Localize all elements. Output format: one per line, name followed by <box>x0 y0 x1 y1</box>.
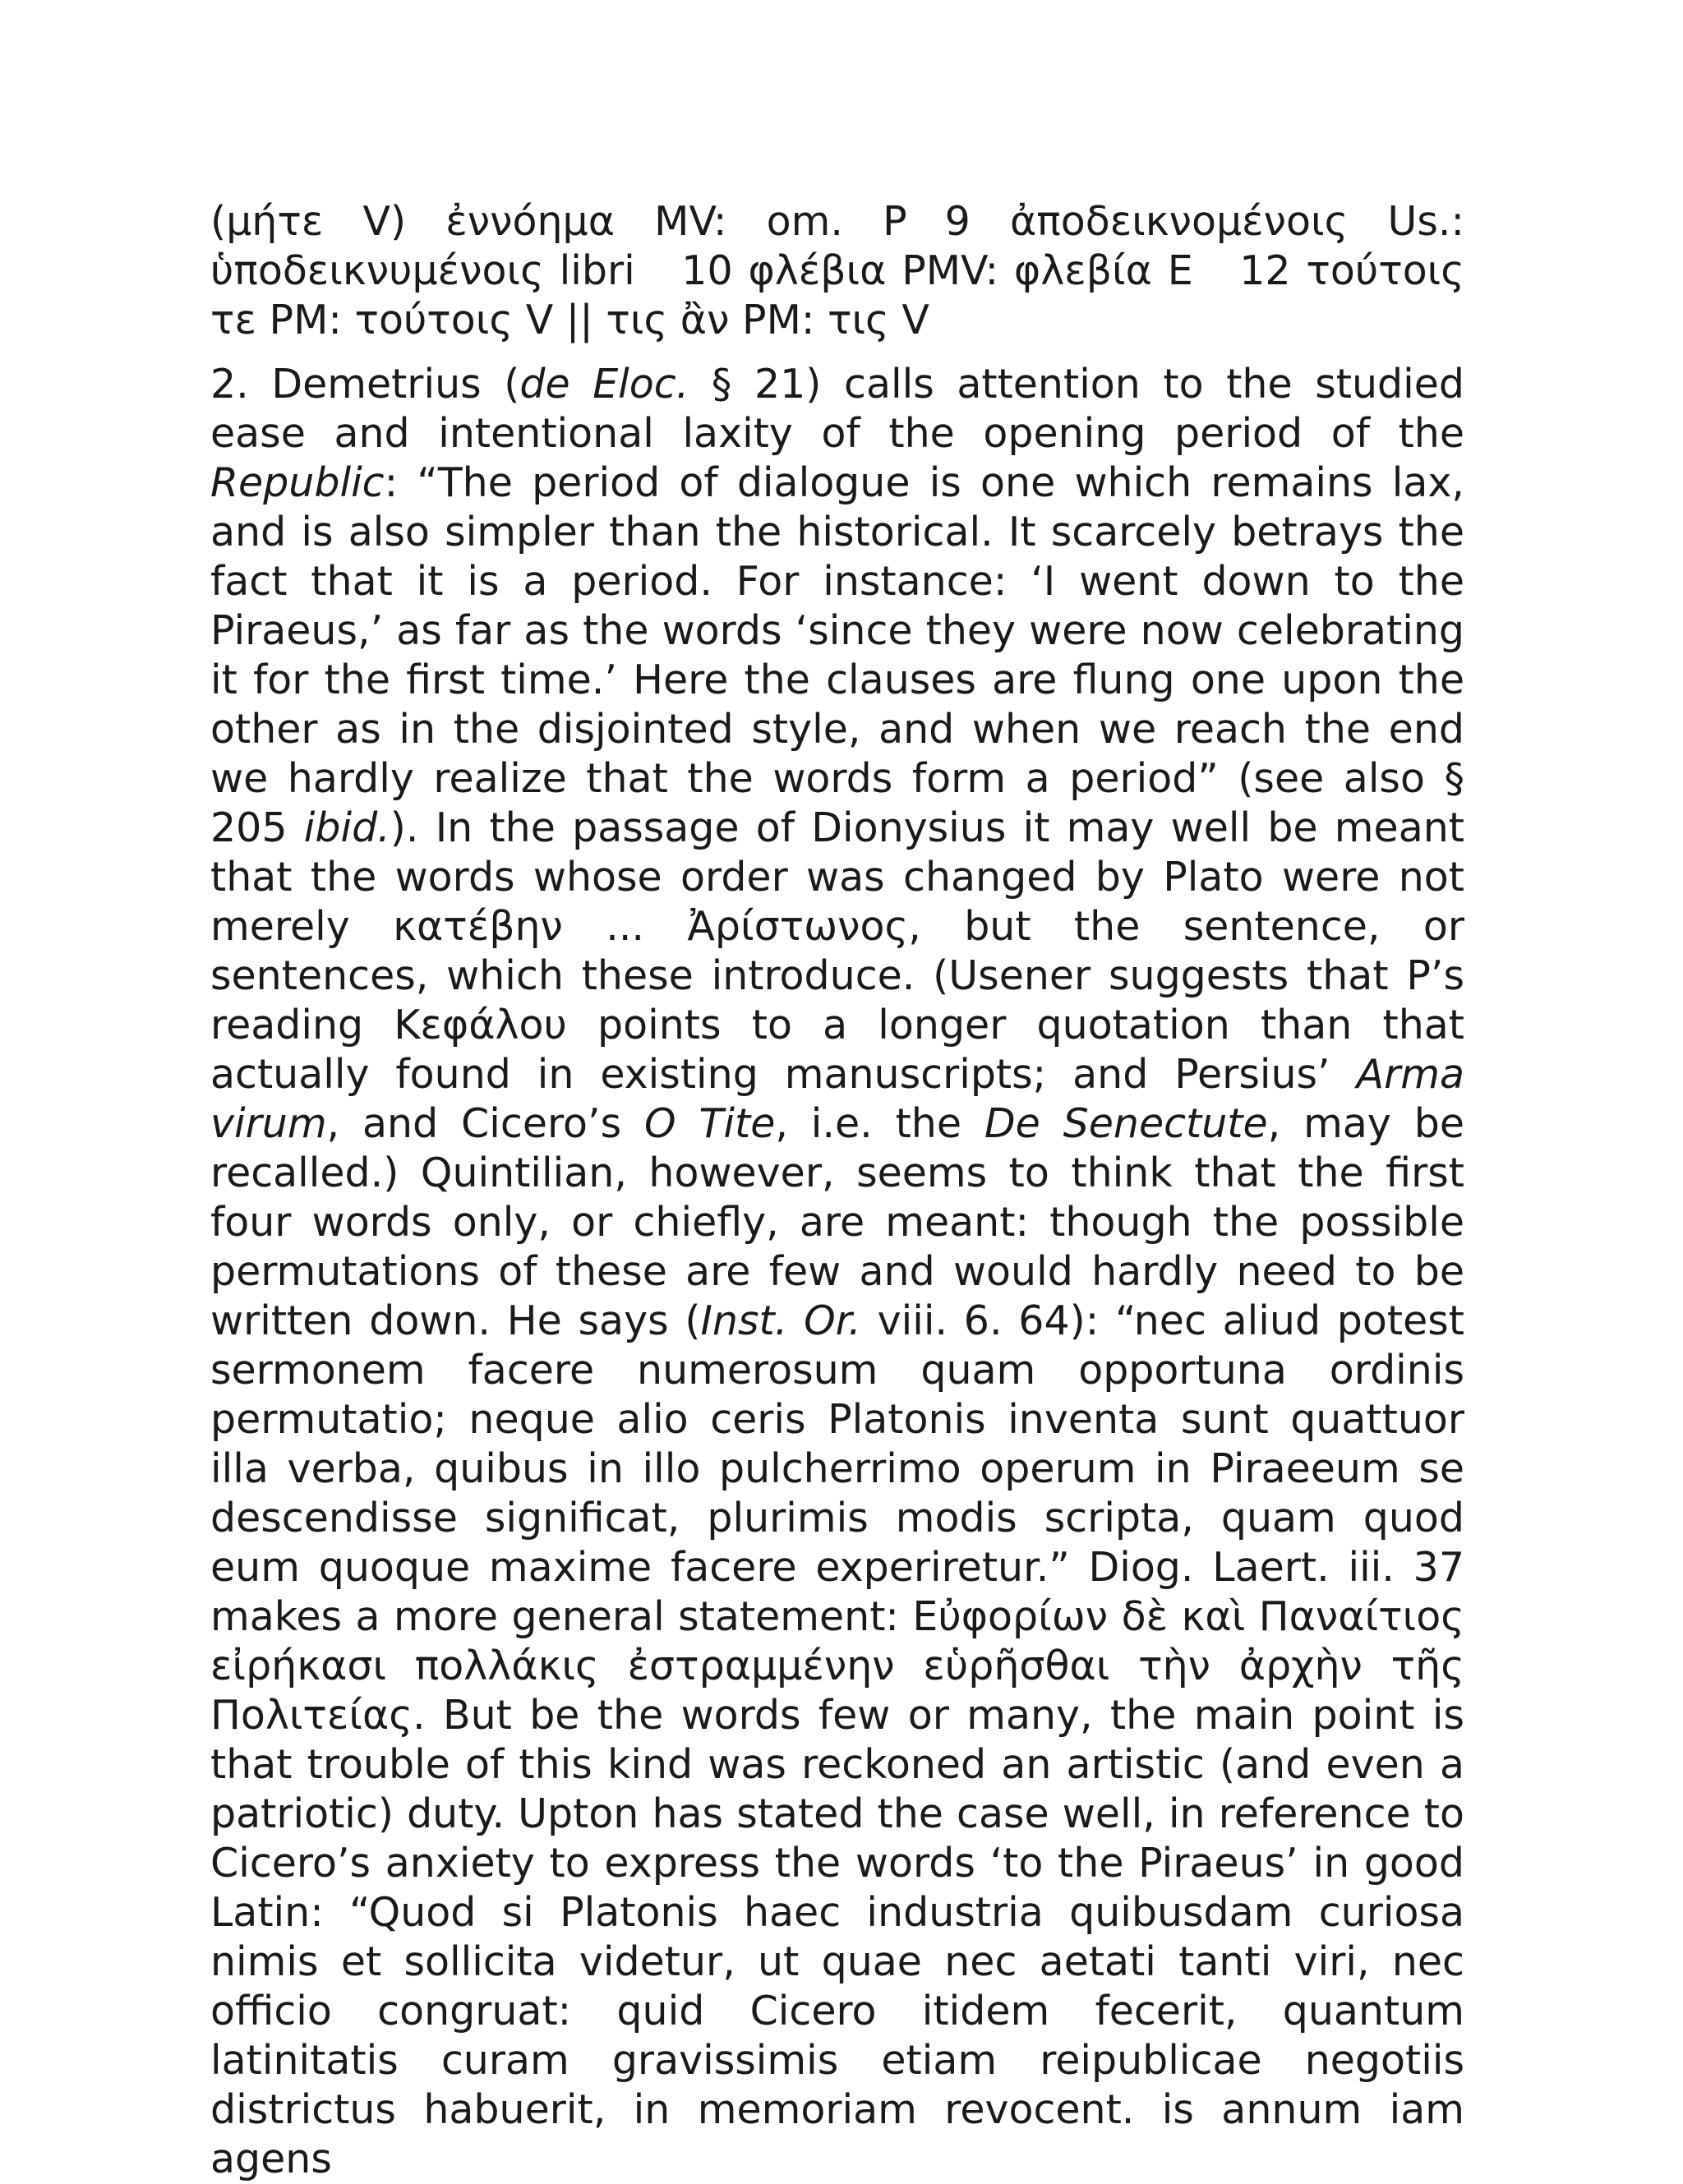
note-text: , i.e. the <box>775 1100 984 1147</box>
note-italic: ibid. <box>303 804 390 851</box>
document-page <box>210 197 1464 2184</box>
note-italic: De Senectute <box>984 1100 1268 1147</box>
apparatus-entry: 9 ἀποδεικνομένοις Us.: ὑποδεικνυμένοις libri <box>210 198 1464 294</box>
note-text: 2. Demetrius ( <box>210 361 520 408</box>
apparatus-entry: (μήτε V) ἐννόημα MV: om. P <box>210 198 907 245</box>
note-italic: Inst. Or. <box>700 1297 861 1344</box>
apparatus-entry: 10 φλέβια PMV: φλεβία E <box>681 247 1193 294</box>
note-italic: Republic <box>210 459 385 506</box>
note-text: § 21) calls attention to the studied ease and intentional laxity of the opening period of the <box>210 361 1464 457</box>
note-italic: de Eloc. <box>519 361 689 408</box>
note-text: : “The period of dialogue is one which remains lax, and is also simpler than the historical. It scarcely betrays the fact that it is a period. For instance: ‘I went down to the Piraeus,’ as far as the words ‘since they were now celebrating it for the first time.’ Here the clauses are flung one upon the other as in the disjointed style, and when we reach the end we hardly realize that the words form a period” (see also § 205 <box>210 459 1464 851</box>
commentary-note <box>210 360 1464 2184</box>
apparatus-entry: 12 τούτοις τε PM: τούτοις V || τις ἂν PM: τις V <box>210 247 1465 343</box>
note-text: , and Cicero’s <box>326 1100 644 1147</box>
note-text: , may be recalled.) Quintilian, however, seems to think that the first four words only, or chiefly, are meant: though the possible permutations of these are few and would hardly need to be written down. He says ( <box>210 1100 1464 1344</box>
note-text: viii. 6. 64): “nec aliud potest sermonem facere numerosum quam opportuna ordinis permutatio; neque alio ceris Platonis inventa sunt quattuor illa verba, quibus in illo pulcherrimo operum in Piraeeum se descendisse significat, plurimis modis scripta, quam quod eum quoque maxime facere experiretur.” Diog. Laert. iii. 37 makes a more general statement: Εὐφορίων δὲ καὶ Παναίτιος εἰρήκασι πολλάκις ἐστραμμένην εὑρῆσθαι τὴν ἀρχὴν τῆς Πολιτείας. But be the words few or many, the main point is that trouble of this kind was reckoned an artistic (and even a patriotic) duty. Upton has stated the case well, in reference to Cicero’s anxiety to express the words ‘to the Piraeus’ in good Latin: “Quod si Platonis haec industria quibusdam curiosa nimis et sollicita videtur, ut quae nec aetati tanti viri, nec officio congruat: quid Cicero itidem fecerit, quantum latinitatis curam gravissimis etiam reipublicae negotiis districtus habuerit, in memoriam revocent. is annum iam agens <box>210 1297 1464 2182</box>
note-italic: Arma virum <box>210 1051 1464 1147</box>
note-italic: O Tite <box>644 1100 776 1147</box>
critical-apparatus <box>210 197 1464 345</box>
note-text: ). In the passage of Dionysius it may well be meant that the words whose order was changed by Plato were not merely κατέβην ... Ἀρίστωνος, but the sentence, or sentences, which these introduce. (Usener suggests that P’s reading Κεφάλου points to a longer quotation than that actually found in existing manuscripts; and Persius’ <box>210 804 1464 1098</box>
